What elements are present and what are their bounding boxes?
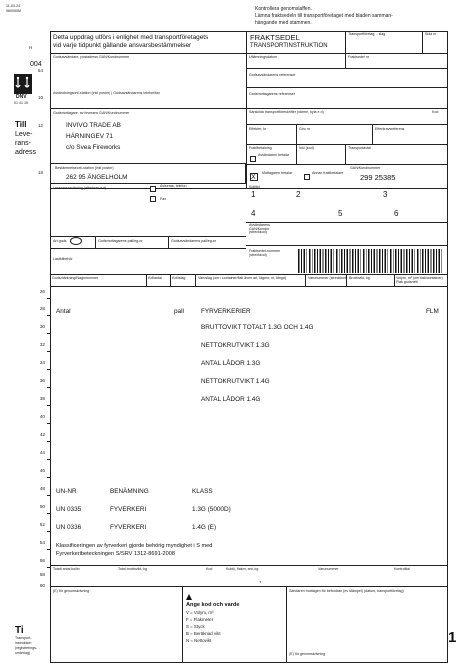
row-number: 34 bbox=[39, 360, 45, 365]
detail-line-1: BRUTTOVIKT TOTALT 1.3G OCH 1.4G bbox=[201, 324, 314, 331]
dnv-certification-logo bbox=[14, 74, 32, 94]
avsandarens-label: Avsändarens GAN/Kundnr (streckkod) bbox=[249, 223, 270, 235]
pall-unit: pall bbox=[174, 308, 184, 315]
art-label: Art gods bbox=[53, 239, 67, 243]
row-number: 50 bbox=[39, 504, 45, 509]
row-number: 32 bbox=[39, 342, 45, 347]
destination-value: 262 95 ÄNGELHOLM bbox=[66, 174, 128, 181]
transport-company-label: Transportföretag, - slag bbox=[348, 32, 386, 36]
special-instructions-label: Särskilda transportföreskrifter (värme, kyla e d) bbox=[249, 110, 324, 114]
consignee-row-number: 12 bbox=[38, 123, 43, 128]
up-arrow-icon bbox=[186, 594, 192, 600]
fax-label: Fax bbox=[160, 197, 166, 201]
row-number: 46 bbox=[39, 468, 45, 473]
date-label: Utlämningsdatum bbox=[249, 55, 277, 59]
un-row-2-class: 1.4G (E) bbox=[192, 524, 217, 531]
row-number: 28 bbox=[39, 306, 45, 311]
notice-line-1: Detta uppdrag utförs i enlighet med transportföretagets bbox=[53, 34, 209, 41]
serial-number: 004 bbox=[30, 61, 42, 68]
total-comma: , bbox=[259, 575, 262, 584]
till-line-3: rans- bbox=[15, 140, 31, 147]
fraktsedel-nr-label: Fraktsedel nr bbox=[348, 55, 369, 59]
digit-3: 3 bbox=[383, 190, 388, 199]
form-title: FRAKTSEDEL bbox=[250, 33, 300, 42]
fraktsedel-barcode bbox=[298, 249, 444, 273]
fraktsedel-barcode-label: Fraktsedel-nummer (streckkod) bbox=[249, 249, 281, 257]
till-line-4: adress bbox=[15, 149, 37, 156]
consignee-name: INVIVO TRADE AB bbox=[66, 122, 121, 129]
kod-label: Kod bbox=[432, 110, 439, 114]
page-number: 1 bbox=[448, 629, 457, 646]
ti-line-3: (registrerings- bbox=[15, 646, 38, 650]
un-row-1-name: FYVERKERI bbox=[110, 506, 147, 513]
genom-label-right: (E) för genomskrivning bbox=[289, 652, 326, 656]
receiver-references-label: Godsmottagarens referenser bbox=[249, 92, 295, 96]
digit-5: 5 bbox=[338, 209, 343, 218]
un-row-2-name: FYVERKERI bbox=[110, 524, 147, 531]
pall-label: Godsmottagarens pall/eg-nr bbox=[98, 239, 143, 243]
antal-label: Antal bbox=[56, 308, 71, 315]
instruction-line-3: hängande med stammen. bbox=[255, 20, 312, 26]
signature-field[interactable] bbox=[290, 602, 444, 646]
efterkrav-label: Efterkravsreferens bbox=[375, 127, 405, 131]
row-number: 42 bbox=[39, 432, 45, 437]
avsandaren-checkbox[interactable] bbox=[250, 156, 256, 162]
ti-line-4: underlag) bbox=[15, 651, 31, 655]
kollitid-label: Kollitid bbox=[249, 185, 260, 189]
un-header-benamning: BENÄMNING bbox=[110, 488, 149, 495]
avsandaren-label: Avsändaren betalar bbox=[258, 153, 290, 157]
ange-line-3: S = Styck bbox=[186, 624, 205, 629]
digit-4: 4 bbox=[251, 209, 256, 218]
fax-checkbox[interactable] bbox=[150, 196, 156, 202]
detail-line-2: NETTOKRUTVIKT 1.3G bbox=[201, 342, 270, 349]
row-number: 58 bbox=[39, 572, 45, 577]
effekter-label: Effekter, kr bbox=[249, 127, 267, 131]
detail-line-3: ANTAL LÅDOR 1.3G bbox=[201, 360, 261, 367]
x-mark: X bbox=[251, 174, 256, 181]
dnv-code: 01 41 15 bbox=[14, 101, 28, 105]
ange-line-5: N = Nettovikt bbox=[186, 638, 212, 643]
total-kubik-label: Kubik, flakm, ant, kg bbox=[226, 567, 259, 571]
notice-line-2: vid varje tidpunkt gällande ansvarsbestämmelser bbox=[53, 42, 192, 49]
ange-line-1: V = Volym, m³ bbox=[186, 610, 214, 615]
col-header-volym: Volym, m³ (om flak/container) Flak godsnett bbox=[396, 276, 443, 285]
form-code-1: 11-03-24 bbox=[6, 4, 21, 8]
destination-row-number: 18 bbox=[38, 170, 43, 175]
sender-label: Godsavsändare, postadress GAN/Kundnummer bbox=[53, 55, 130, 59]
row-number: 54 bbox=[39, 540, 45, 545]
col-header-kollislag: Kollislag bbox=[172, 276, 186, 280]
ti-line-1: Transport- bbox=[15, 636, 32, 640]
row-number: 36 bbox=[39, 378, 45, 383]
sign-label: Sändaren mottagen för befordran (ev stämpel) (datum, transportföretag) bbox=[289, 589, 404, 593]
un-row-2-nr: UN 0336 bbox=[56, 524, 82, 531]
genom-label-left: (E) för genomskrivning bbox=[53, 589, 90, 593]
un-header-klass: KLASS bbox=[192, 488, 213, 495]
dnv-label: DNV bbox=[16, 94, 27, 100]
col-header-bruttovikt: Bruttovikt, kg bbox=[349, 276, 370, 280]
col-header-marking: Godsmärkning/Nagnnummer bbox=[52, 276, 99, 280]
till-line-2: Leve- bbox=[15, 131, 33, 138]
row-number: 52 bbox=[39, 522, 45, 527]
detail-line-4: NETTOKRUTVIKT 1.4G bbox=[201, 378, 270, 385]
leverans-label: Leveransanvisning (efterkrav e d) bbox=[53, 186, 107, 190]
row-number: 48 bbox=[39, 486, 45, 491]
aviseras-label: Aviseras, telefon bbox=[160, 184, 187, 188]
consignee-street: HÄRNINGEV 71 bbox=[66, 133, 113, 140]
transportavtal-label: Transportavtal bbox=[348, 146, 371, 150]
customer-number: 299 25385 bbox=[360, 173, 396, 182]
serial-sub: 54 bbox=[38, 68, 43, 73]
col-header-varunummer: Varunummer (streckkod) bbox=[308, 276, 348, 280]
till-label: Till bbox=[15, 120, 27, 129]
row-number: 56 bbox=[39, 558, 45, 563]
total-kod-label: Kod bbox=[206, 567, 213, 571]
instruction-line-1: Kontrollera genomslaffen. bbox=[255, 6, 312, 12]
flm-label: FLM bbox=[426, 308, 439, 315]
form-code-2: 960050M bbox=[6, 9, 21, 13]
un-header-unnr: UN-NR bbox=[56, 488, 77, 495]
total-varunummer-label: Varunummer bbox=[318, 567, 339, 571]
row-number: 26 bbox=[39, 289, 45, 294]
giro-label: Giro nr bbox=[299, 127, 310, 131]
consignee-label: Godsmottagare, av leverans GAN/Kundnummer bbox=[53, 111, 130, 115]
col-header-varuslag: Varuslag (om i container/flak även art, lägenr, nr, längd) bbox=[198, 276, 287, 280]
digit-6: 6 bbox=[394, 209, 399, 218]
annan-checkbox[interactable] bbox=[304, 174, 310, 180]
digit-1: 1 bbox=[251, 190, 256, 199]
sender-place-label: Avsändningsort/-station (inkl postnr) | Godsavsändarens telefon/fax bbox=[53, 91, 160, 95]
total-bruttovikt-label: Total bruttovikt, kg bbox=[118, 567, 147, 571]
row-number: 60 bbox=[39, 583, 45, 588]
mottagaren-label: Mottagaren betalar bbox=[262, 171, 293, 175]
gan-label: GAN/Kundnummer bbox=[350, 166, 381, 170]
total-kollin-label: Totalt antal kollin bbox=[53, 567, 80, 571]
lastbil-label: Lastbilbehör bbox=[53, 257, 73, 261]
un-row-1-class: 1.3G (5000D) bbox=[192, 506, 231, 513]
row-number: 38 bbox=[39, 396, 45, 401]
sender-row-number: 10 bbox=[38, 95, 43, 100]
row-number: 40 bbox=[39, 414, 45, 419]
detail-line-5: ANTAL LÅDOR 1.4G bbox=[201, 396, 261, 403]
sender-references-label: Godsavsändarens referenser bbox=[249, 73, 296, 77]
total-kontrolltal-label: Kontrolltal bbox=[394, 567, 410, 571]
ti-line-2: instruktion bbox=[15, 641, 32, 645]
row-number: 30 bbox=[39, 324, 45, 329]
pall2-label: Godsavsändarens pall/eg-nr bbox=[171, 239, 217, 243]
instruction-line-2: Lämna fraktsedeln till transportföretaget med bladen samman- bbox=[255, 13, 393, 19]
ange-line-2: F = Flakmeter bbox=[186, 617, 214, 622]
ange-title: Ange kod och varde bbox=[186, 602, 240, 608]
annan-label: Annan fraktbetalare bbox=[312, 171, 344, 175]
consignee-co: c/o Svea Fireworks bbox=[66, 144, 121, 151]
art-mark-circle bbox=[70, 237, 82, 245]
form-subtitle: TRANSPORTINSTRUKTION bbox=[250, 43, 328, 49]
h-letter: H bbox=[29, 45, 33, 50]
klass-note-1: Klassificeringen av fyrverkeri gjorde behörig myndighet i S med bbox=[56, 543, 213, 549]
un-row-1-nr: UN 0335 bbox=[56, 506, 82, 513]
col-header-kollantal: Kollantal bbox=[148, 276, 162, 280]
ti-label: Ti bbox=[15, 625, 24, 636]
ange-line-4: B = Beräknad vikt bbox=[186, 631, 221, 636]
klass-note-2: Fyrverkeribeteckningen S/SRV 1312-8691-2008 bbox=[56, 551, 175, 557]
page-number-label: Sida nr bbox=[425, 32, 437, 36]
inkl-kod-label: Inkl (kod) bbox=[299, 146, 314, 150]
digit-2: 2 bbox=[296, 190, 301, 199]
row-number: 44 bbox=[39, 450, 45, 455]
destination-label: Bestämmelseort/-station (inkl postnr) bbox=[55, 166, 114, 170]
fraktbetalning-label: Fraktbetalning bbox=[249, 146, 272, 150]
aviseras-checkbox[interactable] bbox=[150, 186, 156, 192]
goods-description: FYRVERKERIER bbox=[201, 308, 251, 315]
